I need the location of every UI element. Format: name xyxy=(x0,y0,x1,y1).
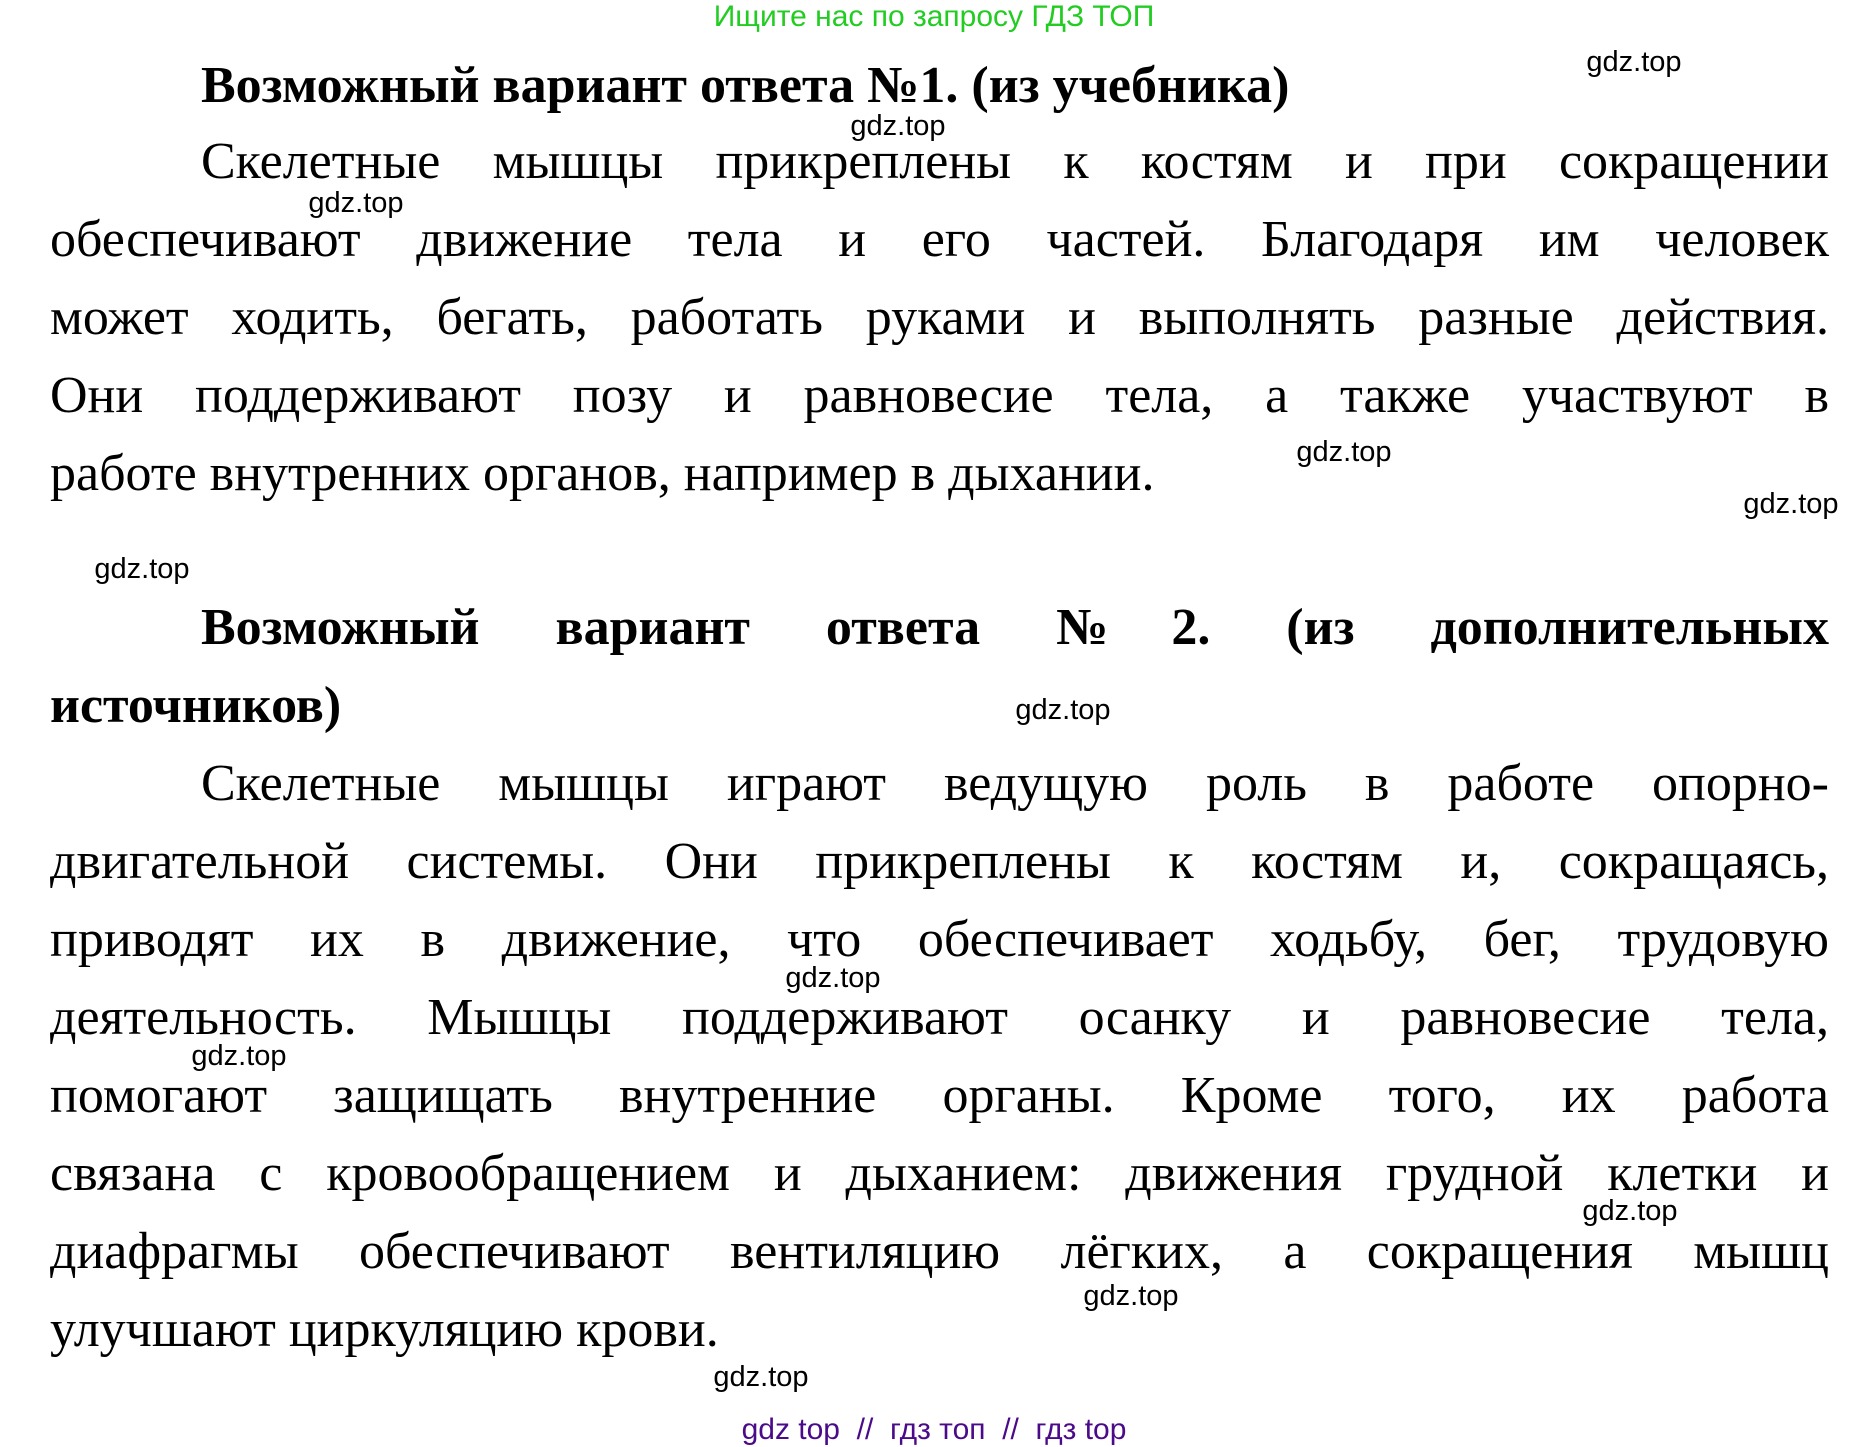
watermark: gdz.top xyxy=(1743,488,1839,520)
answer-2-line: двигательной системы. Они прикреплены к костям и, сокращаясь, xyxy=(50,833,1829,890)
answer-1-line: обеспечивают движение тела и его частей. Благодаря им человек xyxy=(50,211,1829,268)
watermark: gdz.top xyxy=(191,1040,287,1072)
watermark: gdz.top xyxy=(713,1361,809,1393)
answer-2-heading: источников) xyxy=(50,677,342,734)
answer-1-line: может ходить, бегать, работать руками и выполнять разные действия. xyxy=(50,289,1829,346)
answer-2-line: связана с кровообращением и дыханием: движения грудной клетки и xyxy=(50,1145,1829,1202)
watermark: gdz.top xyxy=(1083,1280,1179,1312)
watermark: gdz.top xyxy=(1015,694,1111,726)
answer-1-heading: Возможный вариант ответа №1. (из учебника) xyxy=(201,57,1290,114)
watermark: gdz.top xyxy=(1586,46,1682,78)
search-banner: Ищите нас по запросу ГДЗ ТОП xyxy=(713,0,1155,33)
answer-2-line: приводят их в движение, что обеспечивает ходьбу, бег, трудовую xyxy=(50,911,1829,968)
answer-2-line: Скелетные мышцы играют ведущую роль в работе опорно- xyxy=(201,755,1829,812)
answer-2-heading: Возможный вариант ответа №2. (из дополнительных xyxy=(201,599,1829,656)
answer-2-line: помогают защищать внутренние органы. Кроме того, их работа xyxy=(50,1067,1829,1124)
footer-links[interactable]: gdz top // гдз топ // гдз top xyxy=(741,1413,1127,1446)
answer-2-line: деятельность. Мышцы поддерживают осанку и равновесие тела, xyxy=(50,989,1829,1046)
answer-2-line: улучшают циркуляцию крови. xyxy=(50,1301,719,1358)
watermark: gdz.top xyxy=(850,110,946,142)
answer-1-line: Скелетные мышцы прикреплены к костям и при сокращении xyxy=(201,133,1829,190)
watermark: gdz.top xyxy=(785,962,881,994)
answer-1-line: Они поддерживают позу и равновесие тела, а также участвуют в xyxy=(50,367,1829,424)
watermark: gdz.top xyxy=(1296,436,1392,468)
watermark: gdz.top xyxy=(308,187,404,219)
answer-2-line: диафрагмы обеспечивают вентиляцию лёгких, а сокращения мышц xyxy=(50,1223,1829,1280)
watermark: gdz.top xyxy=(1582,1195,1678,1227)
answer-1-line: работе внутренних органов, например в дыхании. xyxy=(50,445,1155,502)
watermark: gdz.top xyxy=(94,553,190,585)
